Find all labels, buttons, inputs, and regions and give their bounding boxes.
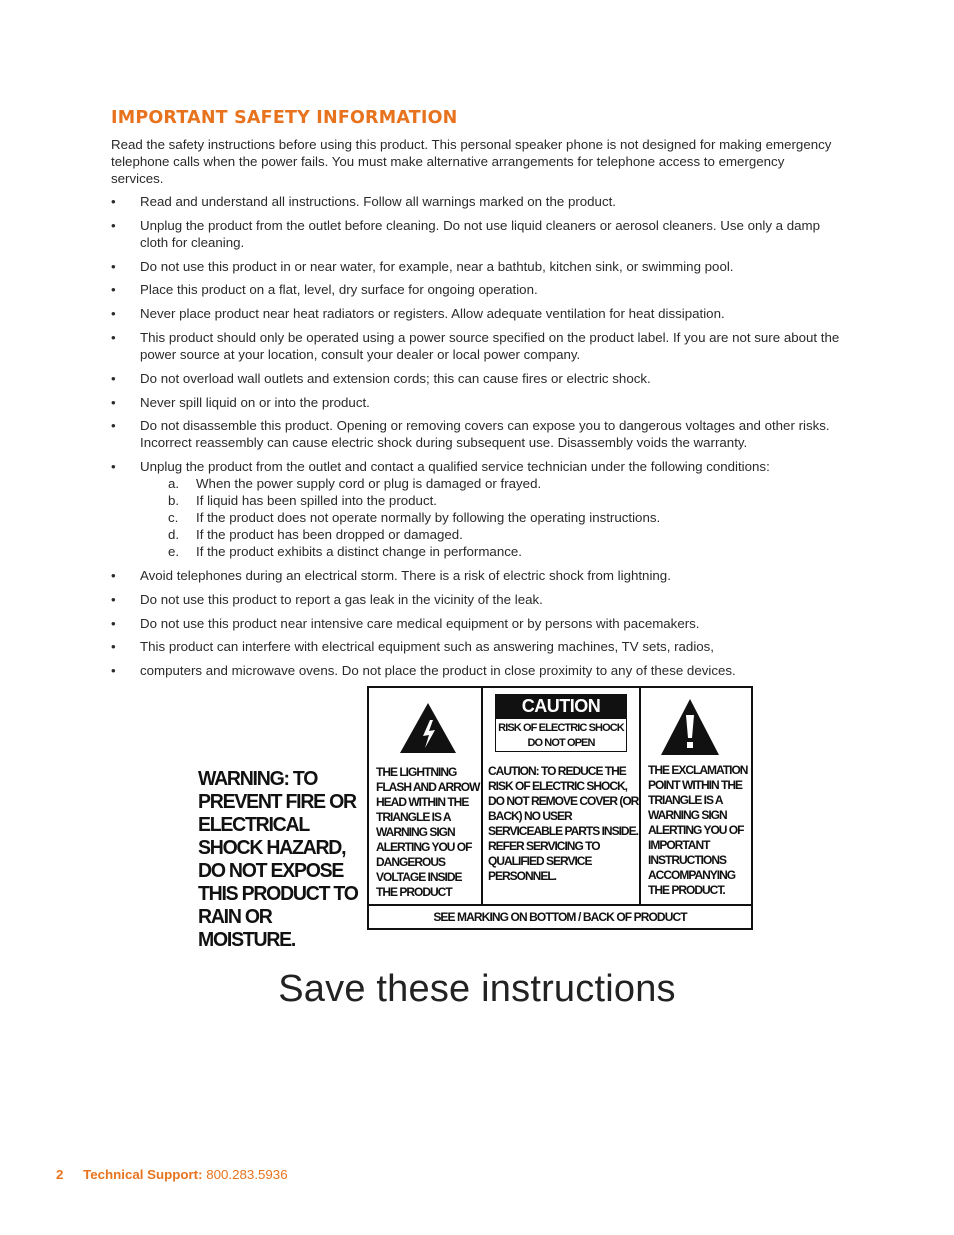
support-label: Technical Support:: [83, 1167, 203, 1182]
lightning-description: THE LIGHTNING FLASH AND ARROW HEAD WITHIN THE TRIANGLE IS A WARNING SIGN ALERTING YOU OF DANGEROUS VOLTAGE INSIDE THE PRODUCT: [376, 765, 480, 899]
page-heading: IMPORTANT SAFETY INFORMATION: [111, 108, 458, 128]
exclamation-panel: [641, 688, 751, 904]
marking-note: SEE MARKING ON BOTTOM / BACK OF PRODUCT: [369, 904, 751, 928]
bullet-icon: •: [111, 567, 116, 583]
list-item: • Never spill liquid on or into the product.: [111, 394, 370, 410]
caution-panel: [483, 688, 641, 904]
caution-label: [367, 686, 753, 930]
bullet-icon: •: [111, 370, 116, 386]
caution-title: CAUTION: [495, 694, 627, 718]
bullet-icon: •: [111, 258, 116, 274]
bullet-icon: •: [111, 306, 116, 322]
list-item: • Unplug the product from the outlet and contact a qualified service technician under the following conditions: a. When the power supply cord or plug is damaged or frayed. b. If liquid has been spilled into the product. c. If the product does not operate normally by following the operating instructions. d. If the product has been dropped or damaged. e. If the product exhibits a distinct change in performance.: [111, 458, 846, 560]
bullet-icon: •: [111, 663, 116, 679]
list-item: • Do not use this product in or near water, for example, near a bathtub, kitchen sink, or swimming pool.: [111, 258, 734, 274]
bullet-icon: •: [111, 217, 116, 233]
condition-item: c. If the product does not operate normally by following the operating instructions.: [168, 510, 661, 526]
warning-block: [198, 767, 360, 951]
condition-item: d. If the product has been dropped or damaged.: [168, 527, 463, 543]
bullet-icon: •: [111, 394, 116, 410]
warning-lead: WARNING:: [198, 767, 289, 790]
list-item: • This product should only be operated using a power source specified on the product label. If you are not sure about the power source at your location, consult your dealer or local power company.: [111, 329, 840, 362]
bullet-icon: •: [111, 615, 116, 631]
exclamation-warning-icon: [660, 698, 720, 756]
page-number: 2: [56, 1167, 64, 1182]
condition-item: b. If liquid has been spilled into the product.: [168, 493, 437, 509]
condition-item: e. If the product exhibits a distinct change in performance.: [168, 544, 522, 560]
list-item: • Do not use this product to report a gas leak in the vicinity of the leak.: [111, 591, 543, 607]
lightning-warning-icon: [399, 702, 457, 754]
bullet-icon: •: [111, 591, 116, 607]
bullet-icon: •: [111, 282, 116, 298]
safety-list: [111, 193, 846, 686]
lightning-panel: [369, 688, 483, 904]
bullet-icon: •: [111, 459, 116, 475]
list-item: • Do not use this product near intensive care medical equipment or by persons with pacemakers.: [111, 615, 700, 631]
list-item: • Avoid telephones during an electrical storm. There is a risk of electric shock from lightning.: [111, 567, 671, 583]
condition-item: a. When the power supply cord or plug is damaged or frayed.: [168, 476, 542, 492]
bullet-icon: •: [111, 639, 116, 655]
exclamation-description: THE EXCLAMATION POINT WITHIN THE TRIANGLE IS A WARNING SIGN ALERTING YOU OF IMPORTANT INSTRUCTIONS ACCOMPANYING THE PRODUCT.: [648, 763, 748, 897]
bullet-icon: •: [111, 418, 116, 434]
bullet-icon: •: [111, 329, 116, 345]
list-item: • Do not disassemble this product. Opening or removing covers can expose you to dangerous voltages and other risks. Incorrect reassembly can cause electric shock during subsequent use. Disassembly voids the warranty.: [111, 418, 830, 451]
list-item: • Unplug the product from the outlet before cleaning. Do not use liquid cleaners or aerosol cleaners. Use only a damp cloth for cleaning.: [111, 217, 821, 250]
list-item: • This product can interfere with electrical equipment such as answering machines, TV sets, radios,: [111, 639, 715, 655]
warning-text: TO PREVENT FIRE OR ELECTRICAL SHOCK HAZARD, DO NOT EXPOSE THIS PRODUCT TO RAIN OR MOISTURE.: [198, 767, 358, 951]
conditions-list: [140, 475, 846, 560]
list-item: • Do not overload wall outlets and extension cords; this can cause fires or electric shock.: [111, 370, 651, 386]
list-item: • Place this product on a flat, level, dry surface for ongoing operation.: [111, 282, 538, 298]
intro-paragraph: Read the safety instructions before using this product. This personal speaker phone is not designed for making emergency telephone calls when the power fails. You must make alternative arrangements for telephone access to emergency services.: [111, 137, 832, 186]
caution-subtitle: RISK OF ELECTRIC SHOCK DO NOT OPEN: [495, 718, 627, 752]
list-item: • Read and understand all instructions. Follow all warnings marked on the product.: [111, 194, 616, 209]
caution-description: CAUTION: TO REDUCE THE RISK OF ELECTRIC SHOCK, DO NOT REMOVE COVER (OR BACK) NO USER SERVICEABLE PARTS INSIDE. REFER SERVICING TO QUALIFIED SERVICE PERSONNEL.: [488, 764, 639, 883]
bullet-icon: •: [111, 194, 116, 209]
save-instructions-title: Save these instructions: [278, 968, 676, 1010]
support-phone: 800.283.5936: [206, 1167, 288, 1182]
page-footer: [56, 1167, 288, 1182]
list-item: • Never place product near heat radiators or registers. Allow adequate ventilation for heat dissipation.: [111, 306, 725, 322]
list-item: • computers and microwave ovens. Do not place the product in close proximity to any of these devices.: [111, 663, 736, 679]
